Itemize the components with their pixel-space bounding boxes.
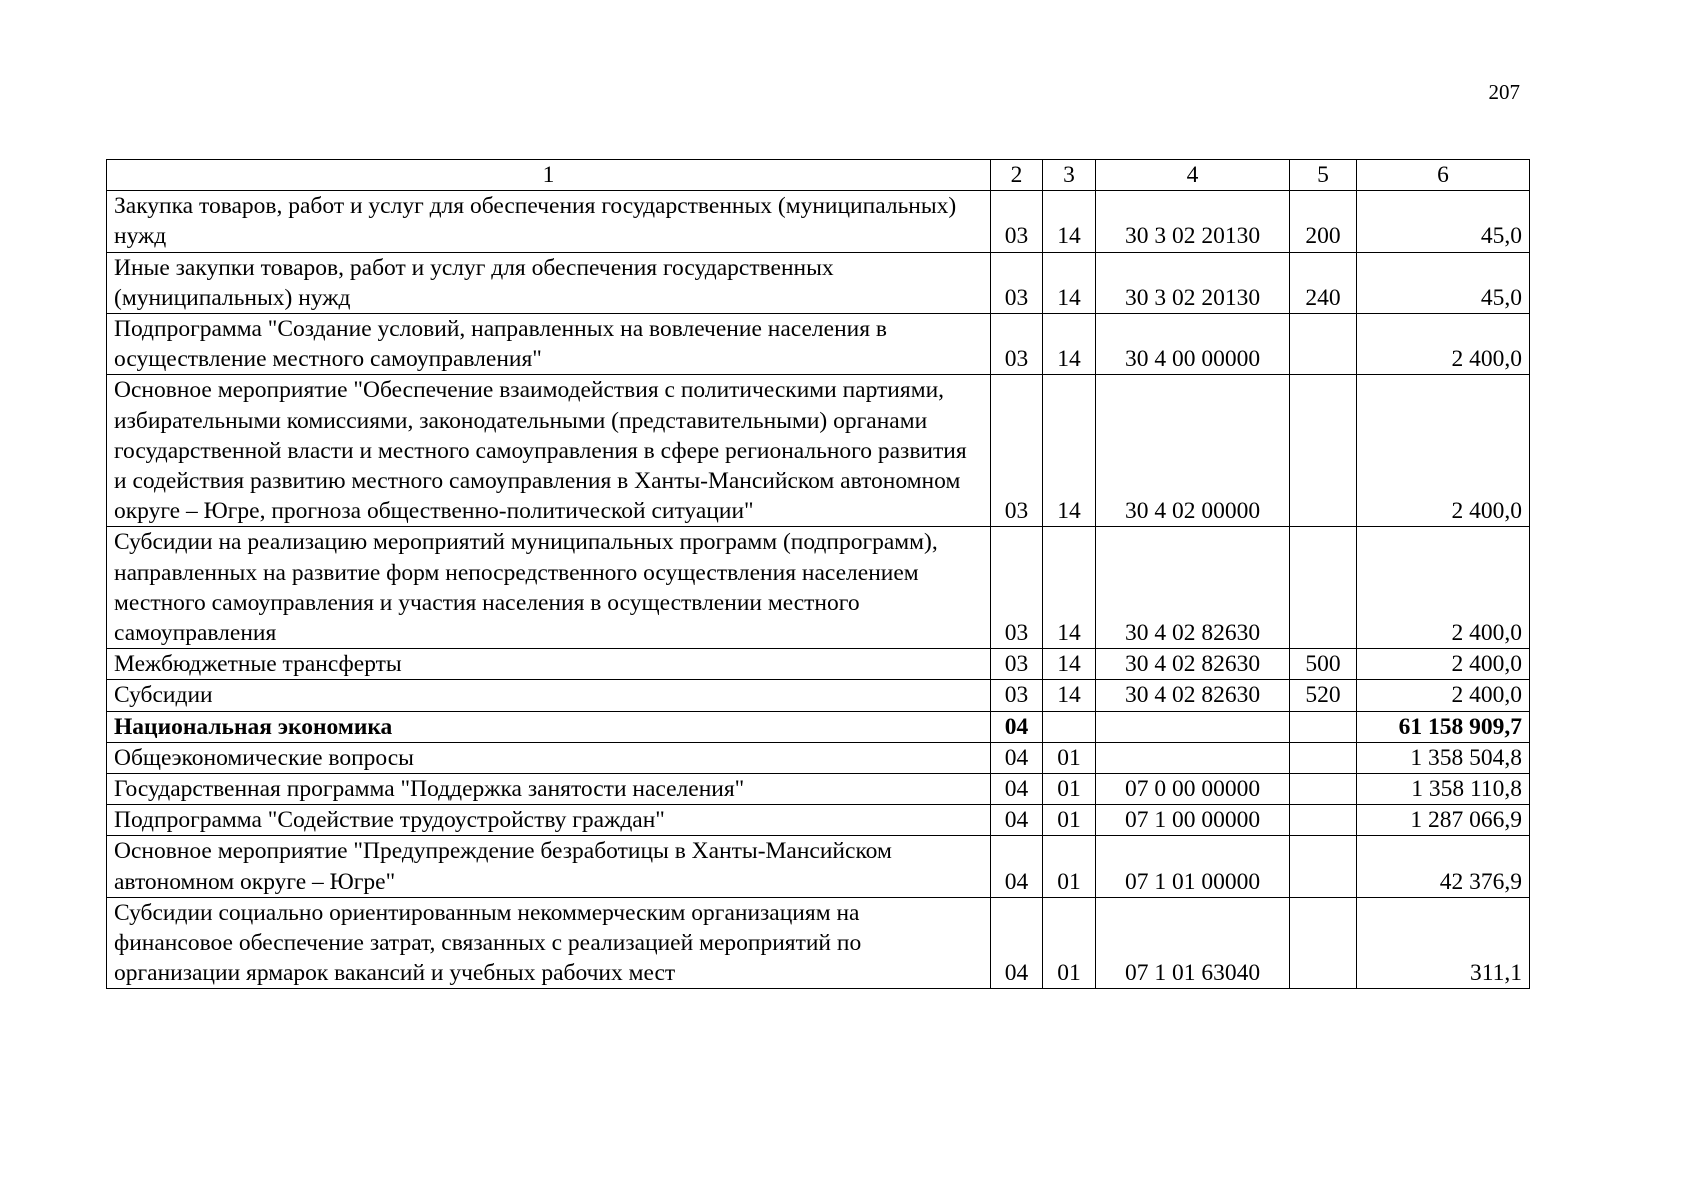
item-name: Закупка товаров, работ и услуг для обеспечения государственных (муниципальных) нужд	[107, 191, 991, 252]
target-article-code: 07 1 00 00000	[1096, 805, 1290, 836]
amount: 2 400,0	[1357, 527, 1530, 649]
table-row	[107, 649, 1530, 680]
section-code: 03	[991, 314, 1043, 375]
section-code: 04	[991, 711, 1043, 742]
subsection-code: 14	[1043, 649, 1096, 680]
table-body	[107, 191, 1530, 989]
section-code: 04	[991, 897, 1043, 989]
expense-type-code	[1290, 742, 1357, 773]
item-name: Подпрограмма "Содействие трудоустройству граждан"	[107, 805, 991, 836]
target-article-code: 30 3 02 20130	[1096, 252, 1290, 313]
subsection-code	[1043, 711, 1096, 742]
subsection-code: 01	[1043, 742, 1096, 773]
item-name: Основное мероприятие "Обеспечение взаимодействия с политическими партиями, избирательными комиссиями, законодательными (представительными) органами государственной власти и местного самоуправления в сфере регионального развития и содействия развитию местного самоуправления в Ханты-Мансийском автономном округе – Югре, прогноза общественно-политической ситуации"	[107, 375, 991, 527]
header-cell: 6	[1357, 160, 1530, 191]
item-name: Основное мероприятие "Предупреждение безработицы в Ханты-Мансийском автономном округе – Югре"	[107, 836, 991, 897]
table-row	[107, 897, 1530, 989]
target-article-code	[1096, 711, 1290, 742]
expense-type-code	[1290, 805, 1357, 836]
section-code: 04	[991, 836, 1043, 897]
subsection-code: 01	[1043, 836, 1096, 897]
table-row	[107, 191, 1530, 252]
amount: 2 400,0	[1357, 680, 1530, 711]
item-name: Общеэкономические вопросы	[107, 742, 991, 773]
subsection-code: 01	[1043, 897, 1096, 989]
table-row	[107, 805, 1530, 836]
amount: 45,0	[1357, 252, 1530, 313]
expense-type-code: 520	[1290, 680, 1357, 711]
table-row	[107, 680, 1530, 711]
expense-type-code: 240	[1290, 252, 1357, 313]
item-name: Субсидии социально ориентированным некоммерческим организациям на финансовое обеспечение затрат, связанных с реализацией мероприятий по организации ярмарок вакансий и учебных рабочих мест	[107, 897, 991, 989]
section-code: 03	[991, 191, 1043, 252]
section-code: 04	[991, 774, 1043, 805]
amount: 2 400,0	[1357, 314, 1530, 375]
subsection-code: 14	[1043, 191, 1096, 252]
expense-type-code	[1290, 836, 1357, 897]
subsection-code: 14	[1043, 314, 1096, 375]
subsection-code: 01	[1043, 774, 1096, 805]
target-article-code: 07 1 01 00000	[1096, 836, 1290, 897]
amount: 42 376,9	[1357, 836, 1530, 897]
table-row	[107, 836, 1530, 897]
header-cell: 2	[991, 160, 1043, 191]
target-article-code: 30 4 02 82630	[1096, 527, 1290, 649]
budget-table	[106, 159, 1530, 989]
header-cell: 1	[107, 160, 991, 191]
item-name: Национальная экономика	[107, 711, 991, 742]
section-code: 03	[991, 252, 1043, 313]
section-code: 03	[991, 527, 1043, 649]
amount: 1 358 110,8	[1357, 774, 1530, 805]
table-row	[107, 527, 1530, 649]
amount: 1 287 066,9	[1357, 805, 1530, 836]
amount: 311,1	[1357, 897, 1530, 989]
subsection-code: 01	[1043, 805, 1096, 836]
header-cell: 5	[1290, 160, 1357, 191]
section-code: 04	[991, 805, 1043, 836]
target-article-code: 30 4 02 82630	[1096, 649, 1290, 680]
target-article-code: 30 4 00 00000	[1096, 314, 1290, 375]
header-cell: 3	[1043, 160, 1096, 191]
expense-type-code: 500	[1290, 649, 1357, 680]
table-row	[107, 252, 1530, 313]
section-code: 04	[991, 742, 1043, 773]
expense-type-code	[1290, 711, 1357, 742]
subsection-code: 14	[1043, 680, 1096, 711]
table-row	[107, 742, 1530, 773]
item-name: Межбюджетные трансферты	[107, 649, 991, 680]
table-row	[107, 314, 1530, 375]
amount: 45,0	[1357, 191, 1530, 252]
section-code: 03	[991, 375, 1043, 527]
item-name: Иные закупки товаров, работ и услуг для обеспечения государственных (муниципальных) нужд	[107, 252, 991, 313]
table-row	[107, 375, 1530, 527]
amount: 2 400,0	[1357, 375, 1530, 527]
table-row	[107, 711, 1530, 742]
item-name: Субсидии на реализацию мероприятий муниципальных программ (подпрограмм), направленных на развитие форм непосредственного осуществления населением местного самоуправления и участия населения в осуществлении местного самоуправления	[107, 527, 991, 649]
section-code: 03	[991, 680, 1043, 711]
subsection-code: 14	[1043, 252, 1096, 313]
expense-type-code	[1290, 527, 1357, 649]
target-article-code	[1096, 742, 1290, 773]
header-row	[107, 160, 1530, 191]
page-number: 207	[1488, 80, 1520, 104]
target-article-code: 30 4 02 82630	[1096, 680, 1290, 711]
item-name: Субсидии	[107, 680, 991, 711]
target-article-code: 30 4 02 00000	[1096, 375, 1290, 527]
subsection-code: 14	[1043, 375, 1096, 527]
table-row	[107, 774, 1530, 805]
expense-type-code	[1290, 375, 1357, 527]
expense-type-code	[1290, 897, 1357, 989]
expense-type-code	[1290, 774, 1357, 805]
header-cell: 4	[1096, 160, 1290, 191]
expense-type-code: 200	[1290, 191, 1357, 252]
target-article-code: 30 3 02 20130	[1096, 191, 1290, 252]
subsection-code: 14	[1043, 527, 1096, 649]
item-name: Подпрограмма "Создание условий, направленных на вовлечение населения в осуществление местного самоуправления"	[107, 314, 991, 375]
amount: 2 400,0	[1357, 649, 1530, 680]
target-article-code: 07 0 00 00000	[1096, 774, 1290, 805]
target-article-code: 07 1 01 63040	[1096, 897, 1290, 989]
expense-type-code	[1290, 314, 1357, 375]
item-name: Государственная программа "Поддержка занятости населения"	[107, 774, 991, 805]
amount: 61 158 909,7	[1357, 711, 1530, 742]
section-code: 03	[991, 649, 1043, 680]
amount: 1 358 504,8	[1357, 742, 1530, 773]
